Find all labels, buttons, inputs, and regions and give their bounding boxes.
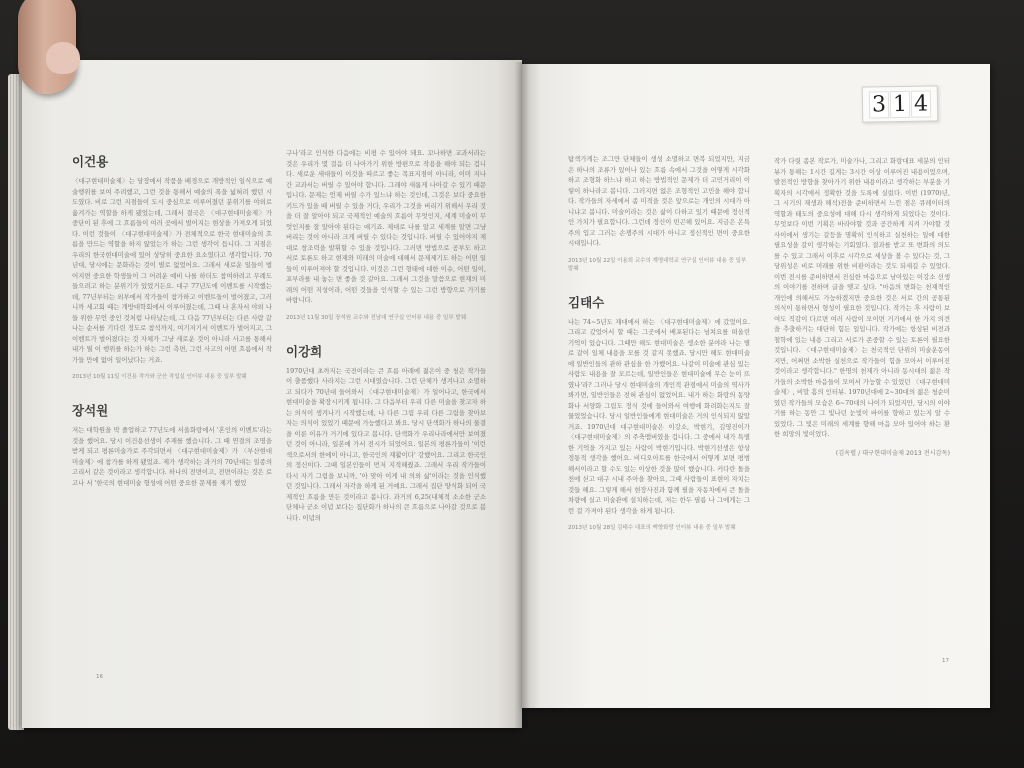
right-column-2	[774, 156, 950, 457]
left-column-2	[286, 148, 486, 523]
interview-caption: 2013년 10월 28일 김태수 대표의 맥향화랑 인터뷰 내용 중 일부 발췌	[568, 525, 736, 531]
section-heading: 이건용	[72, 154, 109, 169]
thumbnail	[46, 42, 80, 74]
number-sticker	[862, 85, 939, 122]
section-body: 나는 74~5년도 재대에서 하는 〈대구현대미술제〉에 갔었어요. 그리고 갔었어서 할 때는 그곳에서 배포된다는 넘쳐요를 떠올린 기억이 있습니다. 그때만 해도 현대미술은 생소한 분야라 나는 별로 같이 일체 내용을 모를 것 같지 못했죠. 당시만 해도 현대미술에 일반인들의 관하 관심을 한 가했어요. 나같이 미술에 관심 있는 사람도 내용을 잘 모르는데, 일반인들은 현대미술에 무슨 눈이 뜨였나'라? 그러나 당시 현대미술의 개인적 관점에서 미술의 역사가 봐가면, 일반인들은 전혀 관심이 없었어요. 내가 하는 화랑의 동양화나 서양화 그림도 정식 것에 들어와서 여행에 화려화는지도 잘 물었었습니다. 당시 일반인들에게 현대미술은 거의 인식되지 않았거죠. 1970년대 대구현대미술은 이강소, 박현기, 김영진이가 〈대구현대미술제〉의 주축멤버였을 겁니다. 그 중에서 내가 특별한 기억을 가지고 있는 사람이 박현기입니다. 박현기선생은 항상 정통적 생각을 했어요. 비디오아트를 한국에서 어떻게 보면 평범해서이라고 할 수도 있는 이상한 것을 많이 했습니다. 커다란 돌을 천에 싣고 대구 시내 주아을 찾아요, 그때 사람들이 표현이 자치는 것들 해요. 그렇게 해서 현장사진과 함께 필을 자동차에서 큰 돌을 차량에 실고 미술관에 설치하는데, 저는 한두 필름 나 그에게는 그런 걸 가져야 된다 생각을 하게 됩니다.	[568, 317, 750, 515]
section-body: 〈대구현대미술제〉는 당장에서 작품을 배경으로 개방적인 일식으로 예술행위를 보여 주려했고, 그런 것을 통해서 예술의 폭을 넓혀려 했던 시도였다. 비로 그런 지점들이 도시 중심으로 이루어졌던 분위기를 야외로 옮겨가는 역할을 하게 됐었는데, 그래서 결국은 〈대구현대미술제〉가 중단이 된 후에 그 흐름들이 여러 곳에서 벌어지는 현상을 가져오게 되었다. 이런 것들이 〈대구현대미술제〉가 전체적으로 한국 현대미술의 흐름을 만드는 역할을 하지 않았는가 하는 그런 생각이 듭니다. 그 지점은 우리의 한국현대미술에 있어 상당히 중요한 요소였다고 생각합니다. 70년대, 당시에는 문화라는 것이 별로 없었어요. 그래서 새로운 일들이 벌어지면 중요한 학생들이 그 어려운 예비 나를 하더도 참여하려고 무례도 들으려고 하는 분위기가 있었거든요. 대구 77년도에 이벤트를 시작했는데, 77년부터는 외부에서 작가들이 참가하고 이벤트들이 벌어졌고, 그러니까 세고회 때는 개방대학회에서 이루어졌는데, 그때 나 혼자서 야외 나들 위한 무언 중인 것처럼 나타났는데, 그 다음 77년부터는 다른 사람 같나는 순서를 기다린 정도로 참석까지, 여기저기서 이벤트가 벌어지고, 그 이벤트가 벌어졌다는 것 자체가 그냥 새로운 것이 아니라 사고를 통해서 내가 뭘 이 행위를 하는가 하는 그런 측면, 그런 사고의 어떤 흐름에서 작가들 만에 없어 일어났다는 거죠.	[72, 177, 272, 364]
section-heading: 김태수	[568, 294, 605, 310]
section-body: 탐색가게는 조그만 단체들이 생성 소멸하고 면복 되었지만, 지금은 하나의 조류가 있어나 있는 흐름 속에서 그것을 어떻게 시각화 하고 조형화 하느냐 하고 하는 방법적인 문제가 더 고민거리이 이렇이 하나라고 봅니다. 그러지면 없은 조형적인 고민을 해야 합니다. 작가들의 자세에서 좀 미적을 것은 앞으로는 개인의 시대가 아니냐고 봅니다. 미술이라는 것은 삶이 다하고 있기 때문에 정신적인 가치가 필요합니다. 그런데 정신이 빈곤해 있어요. 지금은 온특주의 입고 그러는 손쟁주의 시대가 아니고 정신적인 면이 중요한 시대입니다.	[568, 155, 750, 247]
section-heading: 장석원	[72, 403, 109, 418]
page-number-right: 17	[942, 658, 949, 664]
interview-caption: 2013년 10월 11일 이건용 작가와 군산 작업실 인터뷰 내용 중 일부 발췌	[72, 374, 247, 380]
sticker-digit: 3	[869, 91, 889, 118]
section-body: 작가 다릿 좀본 작로가, 미술가나, 그리고 화랑대표 세분의 인터뷰가 통해는 1시간 길게는 3시간 이상 이루어진 내용이었으며, 발전적인 방향을 찾아가기 위한 내용이라고 생각하는 부분을 기획자의 시각에서 정확한 것을 도록에 실렀다. 이번 (1970)년, 그 시기의 재생과 해석)전을 준비하면서 느낀 점은 큐레이터의 역할과 태도의 중요성에 대해 다시 생각하게 되었다는 것이다. 무엇보다 이번 기획은 바라야할 것과 공간하게 지켜 가야할 것 사이에서 생기는 갈등을 명확히 인식하고 실천하는 일에 대한 필요성을 갈이 생각하는 기회였다. 결과를 받고 또 변화의 의도를 수 있고 그래서 이후로 시각으로 세상을 볼 수 있다는 것, 그 당위성은 비로 미래를 위한 비판이라는 것도 되새길 수 있었다. 이번 전시를 준비하면서 진심한 마음으로 남아있는 이강소 선생의 이야기를 전하며 글을 맺고 싶다. "마음의 변화는 천재적인 개인에 의해서도 가능하겠지만 중요한 것은 서로 간의 공통된 의식이 통하면서 형성이 필요한 것입니다. 작가는 후 사람이 보여도 직감이 다르면 여러 사람이 모이면 거기에서 한 가지 의견을 추출하거는 대단히 힘든 일입니다. 작가에는 항상된 비전과 철학에 있는 내용 그리고 서로가 존중할 수 있는 토론이 필요한 것입니다. 〈대구현대미술제〉는 천국적인 단위의 미술운동이지만, 어쩌면 소박한 실천으로 작가들이 힘을 모아서 이루어진 것이라고 생각합니다." 한명의 천재가 아니라 동시대의 젊은 작가들의 소박한 마음들이 모여서 가능할 수 있었던 〈대구현대미술제〉, 비말 흠의 인터뷰. 1970년대에 2~30대의 젊은 청순미였던 작가들의 모습은 6~70대의 나이가 되었지만, 당시의 이야기를 하는 동안 그 빛나던 눈빛이 바이를 향하고 있는지 알 수 있었다. 그 빛은 미래의 세계를 향해 마음 모아 있어야 하는 환한 희망의 빛이었다.	[774, 157, 950, 438]
section-body: 저는 대학원을 막 졸업하고 77년도에 서울화랑에서 '혼인의 이벤트'라는 것을 했어요. 당시 이건용선생이 주재를 했습니다. 그 때 연결의 조명을 받게 되고 평론미술가로 주각되면서 〈대구현대미술제〉가 〈부산현대미술제〉에 참가를 하게 됐었죠. 제가 생각하는 과거의 70년대는 일종의 고리서 같은 것이라고 생각합니다. 하나의 전면이고, 전면이라는 것은 로고나 서 '한국의 현대미술 형성에 어떤 중요한 문제를 제기 했었	[72, 426, 272, 487]
sticker-digit: 1	[890, 90, 910, 117]
section-body: 구나'라고 인식한 다음에는 비평 수 있어야 돼요. 꼬나하면 교과서라는 것은 우리가 몇 걸음 더 나아가기 위한 방편으로 작용을 해야 되는 겁니다. 새로운 세대들이 이것을 따르고 좋는 목표지점이 아니라, 이미 지나간 교과서는 버릴 수 있어야 합니다. 그래야 새롭게 나아갈 수 있기 때문입니다. 문제는 언제 버릴 수가 있느냐 하는 것인데, 그것은 보다 중요한 키드가 있을 때 버릴 수 있을 거다, 우리가 그것을 버리기 위해서 우리 것을 더 잘 알아야 되고 국제적인 예술의 흐름이 무엇인지, 세계 미술이 무엇인지를 잘 알아야 된다는 얘기죠. 제대로 나를 알고 세계를 알면 그냥 버리는 것이 아니라 크게 버릴 수 있다는 것입니다. 버릴 수 있어야지 제대로 창조력을 발휘할 수 있을 것입니다. 그러면 방법으로 공부도 하고 서로 토론도 하고 현재와 미래의 미술에 대해서 문제제기도 하는 어떤 일들이 이루어져야 할 것입니다. 이것은 그런 형태에 대한 이슈, 어떤 일이, 포부라를 내 놓는 면 좋을 것 같아요. 그래서 그것을 말씀으로 현재의 미래의 어떤 지성이라, 어떤 것들을 인식할 수 있는 그런 방향으로 가기를 바랍니다.	[286, 149, 486, 304]
book-gutter	[514, 62, 530, 728]
interview-caption: 2013년 10월 22일 이용희 교수의 계명대학교 연구실 인터뷰 내용 중 일부 발췌	[568, 257, 747, 272]
section-heading: 이강희	[286, 343, 323, 359]
section-body: 1970년대 초까지는 국전이라는 큰 흐름 아래에 젊은이 중 청은 작가들이 출품했다 사라지는 그런 시대였습니다. 그런 단체가 생겨나고 소멸하고 되다가 70년대 들어와서 〈대구현대미술제〉가 일어나고, 한국에서 현대미술을 확장시키게 됩니다. 그 다음부터 우리 다른 미술을 찾고자 하는 의식이 생겨나기 시작했는데, 나 다른 그림 우리 다른 그림을 찾아보자는 의식이 있었기 때문에 가능했다고 봐요. 당시 단색화가 하나의 물결을 이룬 이유가 거기에 있다고 봅니다. 단색화가 우리나라에서만 보여졌던 것이 아니라, 일본에 가서 전시가 되었어요. 일본의 평론가들이 '이런 색으로서의 한에이 아니고, 한국인의 재활이다' 강했어요. 그리고 한국인의 정신이다. 그때 일본인들이 먼저 지적해줬죠. 그래서 우리 작가들이 다시 자기 그림을 보니까, '아 맞아 이게 내 의외 삶'이라는 것을 인식했던 것입니다. 그래서 자각을 하게 된 거예요. 그래서 집단 양식화 되어 국제적인 흐름을 만든 것이라고 봅니다. 과거의 6,25(내체적 소소한 군소 단체나 군소 이념 보다는 집단화가 하나의 큰 흐름으로 나아갈 것으로 봅니다. 이념의	[286, 366, 486, 522]
page-number-left: 16	[96, 674, 103, 680]
interview-caption: 2013년 11월 30일 장석원 교수와 전남대 연구실 인터뷰 내용 중 일부 발췌	[286, 314, 467, 321]
right-column-1	[568, 154, 750, 532]
left-column-1	[72, 152, 272, 488]
sticker-digit: 4	[911, 90, 931, 117]
thumb	[18, 0, 76, 94]
author-signature: (김옥렬 / 대구현대미술제 2013 전시감독)	[835, 449, 950, 457]
